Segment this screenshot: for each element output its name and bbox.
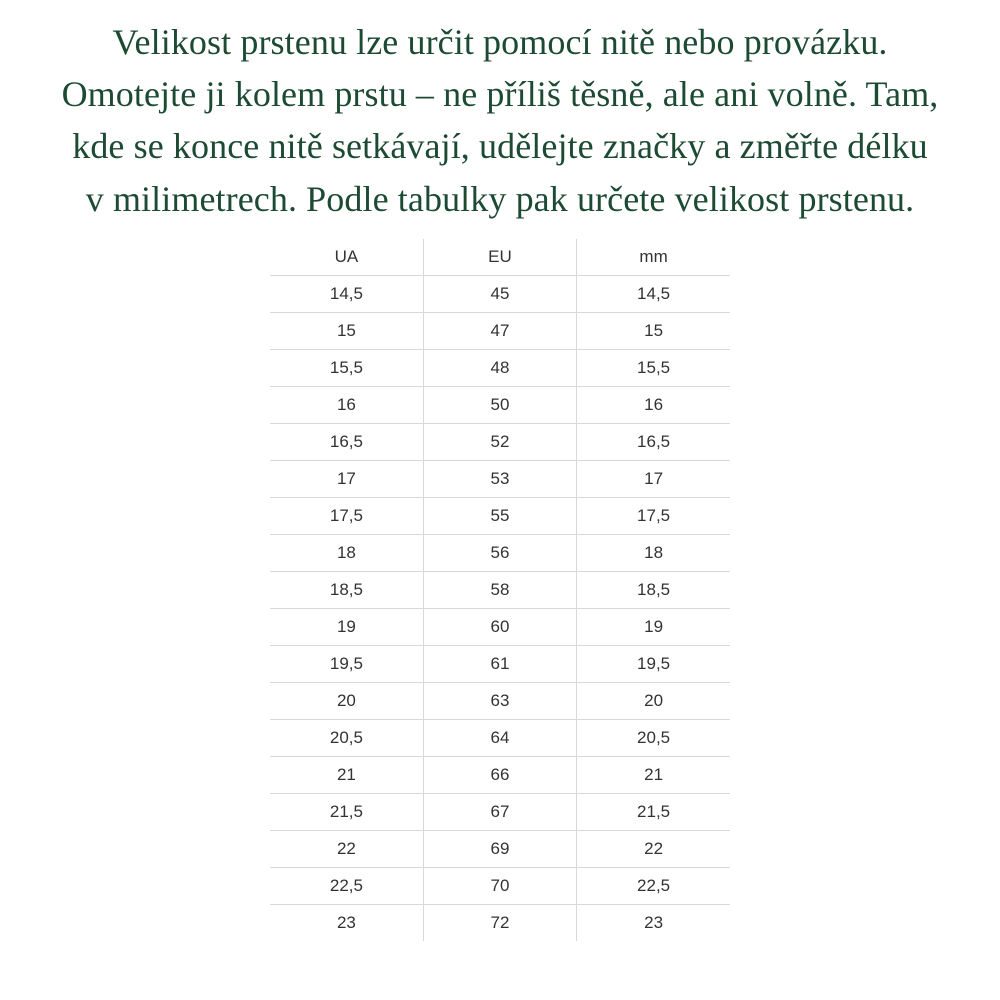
table-row — [270, 756, 730, 793]
table-row — [270, 275, 730, 312]
cell-ua: 22,5 — [270, 867, 423, 904]
cell-eu: 53 — [423, 460, 576, 497]
cell-mm: 19 — [577, 608, 730, 645]
cell-ua: 19,5 — [270, 645, 423, 682]
cell-eu: 72 — [423, 904, 576, 941]
cell-eu: 47 — [423, 312, 576, 349]
cell-ua: 21,5 — [270, 793, 423, 830]
cell-mm: 16 — [577, 386, 730, 423]
size-table-container — [270, 239, 730, 941]
table-row — [270, 349, 730, 386]
cell-mm: 18 — [577, 534, 730, 571]
cell-ua: 16,5 — [270, 423, 423, 460]
cell-mm: 21,5 — [577, 793, 730, 830]
cell-eu: 63 — [423, 682, 576, 719]
cell-mm: 20 — [577, 682, 730, 719]
table-row — [270, 793, 730, 830]
cell-mm: 15,5 — [577, 349, 730, 386]
cell-ua: 20 — [270, 682, 423, 719]
cell-ua: 23 — [270, 904, 423, 941]
column-header-ua: UA — [270, 239, 423, 276]
cell-eu: 66 — [423, 756, 576, 793]
cell-ua: 17,5 — [270, 497, 423, 534]
cell-eu: 64 — [423, 719, 576, 756]
cell-eu: 48 — [423, 349, 576, 386]
table-header-row — [270, 239, 730, 276]
cell-mm: 22 — [577, 830, 730, 867]
cell-ua: 21 — [270, 756, 423, 793]
cell-ua: 19 — [270, 608, 423, 645]
cell-mm: 23 — [644, 912, 664, 932]
cell-mm: 17,5 — [577, 497, 730, 534]
cell-ua: 22 — [270, 830, 423, 867]
cell-mm: 22,5 — [577, 867, 730, 904]
column-header-mm: mm — [577, 239, 730, 276]
cell-mm: 15 — [577, 312, 730, 349]
table-row — [270, 867, 730, 904]
intro-paragraph: Velikost prstenu lze určit pomocí nitě nebo provázku. Omotejte ji kolem prstu – ne příliš těsně, ale ani volně. Tam, kde se konce nitě setkávají, udělejte značky a změřte délku v milimetrech. Podle tabulky pak určete velikost prstenu. — [61, 22, 939, 219]
cell-eu: 56 — [423, 534, 576, 571]
cell-mm: 16,5 — [577, 423, 730, 460]
column-header-eu: EU — [423, 239, 576, 276]
cell-mm: 17 — [577, 460, 730, 497]
cell-eu: 67 — [423, 793, 576, 830]
table-row — [270, 423, 730, 460]
cell-ua: 15,5 — [270, 349, 423, 386]
cell-mm: 14,5 — [577, 275, 730, 312]
cell-mm: 19,5 — [577, 645, 730, 682]
cell-ua: 18 — [270, 534, 423, 571]
table-row — [270, 830, 730, 867]
table-row — [270, 312, 730, 349]
cell-eu: 50 — [423, 386, 576, 423]
cell-eu: 61 — [423, 645, 576, 682]
table-row — [270, 497, 730, 534]
cell-ua: 16 — [270, 386, 423, 423]
table-row — [270, 645, 730, 682]
cell-ua: 20,5 — [270, 719, 423, 756]
cell-eu: 69 — [423, 830, 576, 867]
table-row — [270, 571, 730, 608]
ring-size-table — [270, 239, 730, 941]
table-row — [270, 460, 730, 497]
cell-eu: 70 — [423, 867, 576, 904]
cell-ua: 17 — [270, 460, 423, 497]
cell-eu: 45 — [423, 275, 576, 312]
cell-eu: 58 — [423, 571, 576, 608]
table-header — [270, 239, 730, 276]
cell-ua: 14,5 — [270, 275, 423, 312]
table-row — [270, 719, 730, 756]
cell-eu: 52 — [423, 423, 576, 460]
cell-eu: 55 — [423, 497, 576, 534]
table-row — [270, 386, 730, 423]
table-row — [270, 682, 730, 719]
table-row — [270, 904, 730, 941]
cell-ua: 15 — [270, 312, 423, 349]
table-row — [270, 534, 730, 571]
cell-mm: 20,5 — [577, 719, 730, 756]
cell-eu: 60 — [423, 608, 576, 645]
cell-mm: 21 — [577, 756, 730, 793]
table-body — [270, 275, 730, 941]
cell-mm: 18,5 — [577, 571, 730, 608]
table-row — [270, 608, 730, 645]
cell-ua: 18,5 — [270, 571, 423, 608]
